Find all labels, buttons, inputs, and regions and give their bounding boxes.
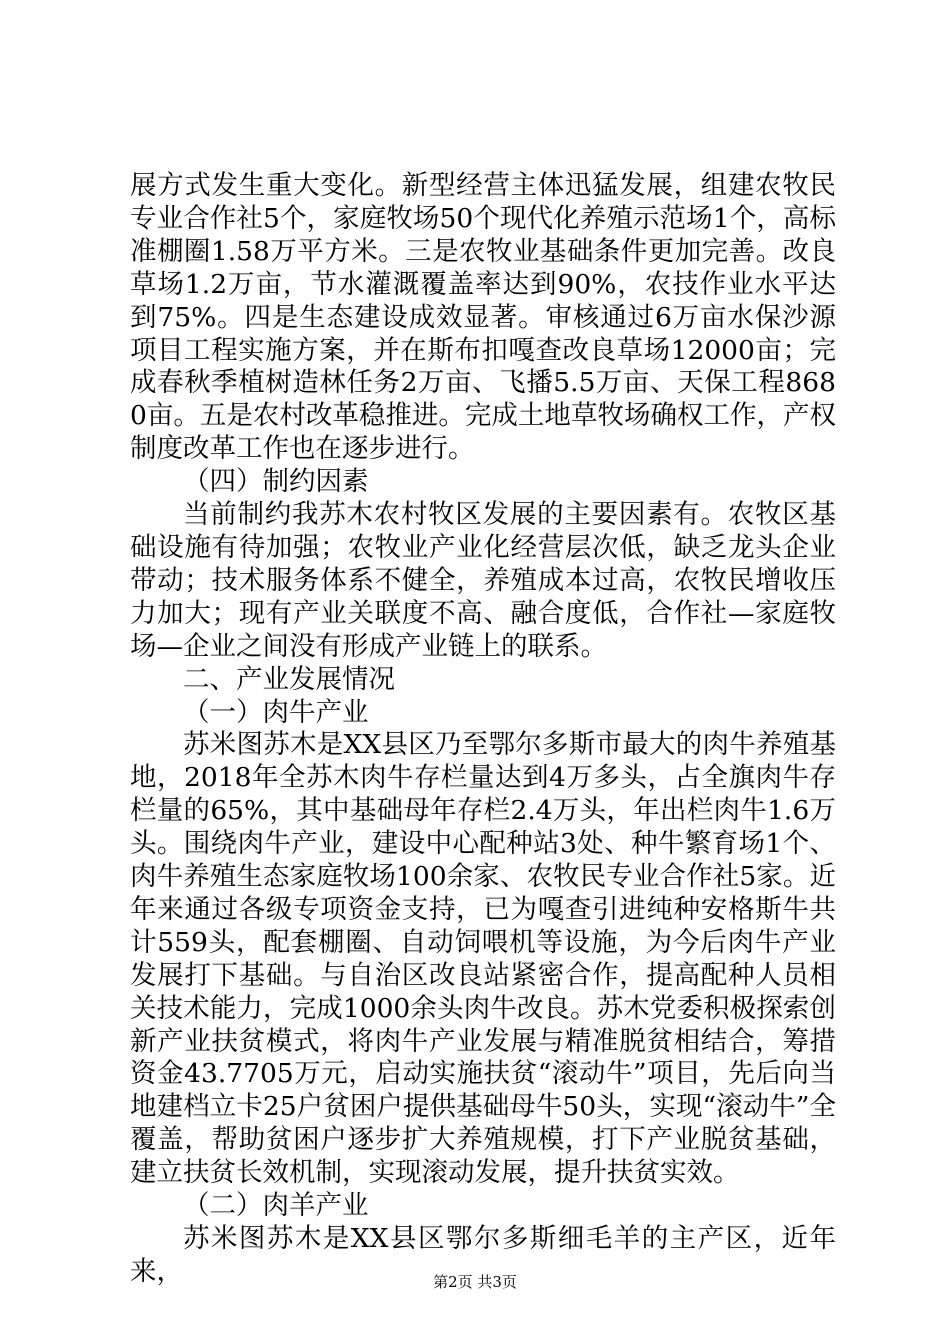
paragraph-beef-cattle: 苏米图苏木是XX县区乃至鄂尔多斯市最大的肉牛养殖基地，2018年全苏木肉牛存栏量达到4万多头，占全旗肉牛存栏量的65%，其中基础母年存栏2.4万头，年出栏肉牛1.6万头。围绕肉牛产业，建设中心配种站3处、种牛繁育场1个、肉牛养殖生态家庭牧场100余家、农牧民专业合作社5家。近年来通过各级专项资金支持，已为嘎查引进纯种安格斯牛共计559头，配套棚圈、自动饲喂机等设施，为今后肉牛产业发展打下基础。与自治区改良站紧密合作，提高配种人员相关技术能力，完成1000余头肉牛改良。苏木党委积极探索创新产业扶贫模式，将肉牛产业发展与精准脱贫相结合，筹措资金43.7705万元，启动实施扶贫“滚动牛”项目，先后向当地建档立卡25户贫困户提供基础母牛50头，实现“滚动牛”全覆盖，帮助贫困户逐步扩大养殖规模，打下产业脱贫基础，建立扶贫长效机制，实现滚动发展，提升扶贫实效。: [130, 729, 836, 1189]
section-heading-mutton-sheep: （二）肉羊产业: [183, 1190, 369, 1222]
paragraph-mutton-sheep: 苏米图苏木是XX县区鄂尔多斯细毛羊的主产区，近年来，: [130, 1223, 836, 1287]
paragraph-development-summary: 展方式发生重大变化。新型经营主体迅猛发展，组建农牧民专业合作社5个，家庭牧场50个现代化养殖示范场1个，高标准棚圈1.58万平方米。三是农牧业基础条件更加完善。改良草场1.2万亩，节水灌溉覆盖率达到90%，农技作业水平达到75%。四是生态建设成效显著。审核通过6万亩水保沙源项目工程实施方案，并在斯布扣嘎查改良草场12000亩；完成春秋季植树造林任务2万亩、飞播5.5万亩、天保工程8680亩。五是农村改革稳推进。完成土地草牧场确权工作，产权制度改革工作也在逐步进行。: [130, 170, 836, 465]
section-heading-industry-development: 二、产业发展情况: [183, 663, 395, 695]
section-heading-constraints: （四）制约因素: [183, 466, 369, 498]
document-body: [130, 170, 836, 1289]
section-heading-beef-cattle: （一）肉牛产业: [183, 696, 369, 728]
paragraph-constraints: 当前制约我苏木农村牧区发展的主要因素有。农牧区基础设施有待加强；农牧业产业化经营层次低，缺乏龙头企业带动；技术服务体系不健全，养殖成本过高，农牧民增收压力加大；现有产业关联度不高、融合度低，合作社—家庭牧场—企业之间没有形成产业链上的联系。: [130, 499, 836, 662]
page-number-footer: 第2页 共3页: [433, 1273, 517, 1291]
